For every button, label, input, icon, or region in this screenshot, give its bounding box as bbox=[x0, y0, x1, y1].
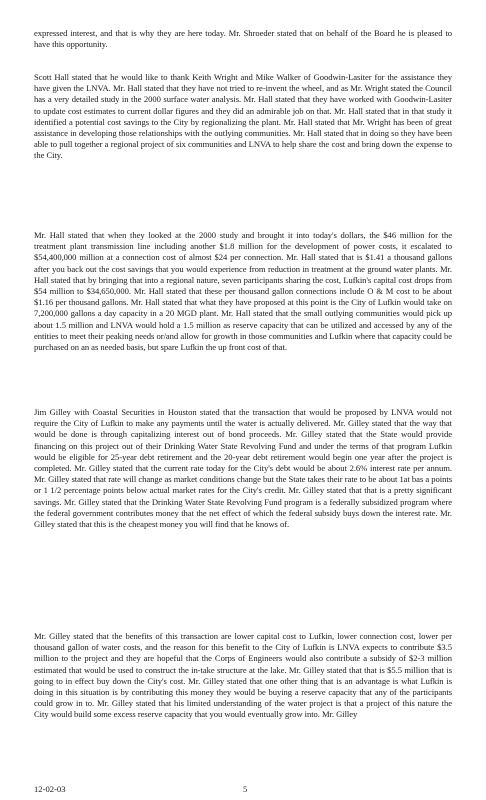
paragraph: Scott Hall stated that he would like to thank Keith Wright and Mike Walker of Goodwin-Lasiter for the assistance they have given the LNVA. Mr. Hall stated that they have not tried to re-invent the wheel, and as Mr. Wright stated the Council has a very detailed study in the 2000 surface water analysis. Mr. Hall stated that they have worked with Goodwin-Lasiter to update cost estimates to current dollar figures and they did an admirable job on that. Mr. Hall stated that in that study it identified a potential cost savings to the City by regionalizing the plant. Mr. Hall stated that Mr. Wright has been of great assistance in developing those relationships with the outlying communities. Mr. Hall stated that in doing so they have been able to pull together a regional project of six communities and LNVA to help share the cost and bring down the expense to the City. bbox=[34, 72, 452, 161]
paragraph: Jim Gilley with Coastal Securities in Houston stated that the transaction that would be proposed by LNVA would not require the City of Lufkin to make any payments until the water is actually delivered. Mr. Gilley stated that the way that would be done is through capitalizing interest out of bond proceeds. Mr. Gilley stated that the State would provide financing on this project out of their Drinking Water State Revolving Fund and under the terms of that program Lufkin would be eligible for 25-year debt retirement and the 20-year debt retirement would begin one year after the project is completed. Mr. Gilley stated that the current rate today for the City's debt would be about 2.6% interest rate per annum. Mr. Gilley stated that rate will change as market conditions change but the State takes their rate to be about 1at bas a points or 1 1/2 percentage points below actual market rates for the City's credit. Mr. Gilley stated that that is a pretty significant savings. Mr. Gilley stated that the Drinking Water State Revolving Fund program is a federally subsidized program where the federal government contributes money that the net effect of which the federal subsidy buys down the interest rate. Mr. Gilley stated that this is the cheapest money you will find that he knows of. bbox=[34, 407, 452, 530]
paragraph: Mr. Gilley stated that the benefits of this transaction are lower capital cost to Lufkin, lower connection cost, lower per thousand gallon of water costs, and the reason for this benefit to the City of Lufkin is LNVA expects to contribute $3.5 million to the project and they are hopeful that the Corps of Engineers would also contribute a subsidy of $2-3 million estimated that would be used to construct the in-take structure at the lake. Mr. Gilley stated that that is $5.5 million that is going to in effect buy down the City's cost. Mr. Gilley stated that one other thing that is an advantage is what Lufkin is doing in this situation is by contributing this money they would be buying a reserve capacity that any of the participants could grow in to. Mr. Gilley stated that his limited understanding of the water project is that a project of this nature the City would build some excess reserve capacity that you would eventually grow into. Mr. Gilley bbox=[34, 631, 452, 720]
paragraph: expressed interest, and that is why they are here today. Mr. Shroeder stated that on behalf of the Board he is pleased to have this opportunity. bbox=[34, 28, 452, 50]
paragraph: Mr. Hall stated that when they looked at the 2000 study and brought it into today's dollars, the $46 million for the treatment plant transmission line including another $1.8 million for the development of power costs, it escalated to $54,400,000 million at a connection cost of almost $24 per connection. Mr. Hall stated that is $1.41 a thousand gallons after you back out the cost savings that you would experience from reduction in treatment at the ground water plants. Mr. Hall stated that by bringing that into a regional nature, seven participants sharing the cost, Lufkin's capital cost drops from $54 million to $34,650,000. Mr. Hall stated that these per thousand gallon connections include O & M cost to be about $1.16 per thousand gallons. Mr. Hall stated that what they have proposed at this point is the City of Lufkin would take on 7,200,000 gallons a day capacity in a 20 MGD plant. Mr. Hall stated that the small outlying communities would pick up about 1.5 million and LNVA would hold a 1.5 million as reserve capacity that can be utilized and accessed by any of the entities to meet their peaking needs or/and allow for growth in those communities and Lufkin where that capacity could be purchased on an as needed basis, but spare Lufkin the up front cost of that. bbox=[34, 230, 452, 353]
page-number: 5 bbox=[243, 784, 248, 794]
footer-date: 12-02-03 bbox=[34, 784, 66, 794]
